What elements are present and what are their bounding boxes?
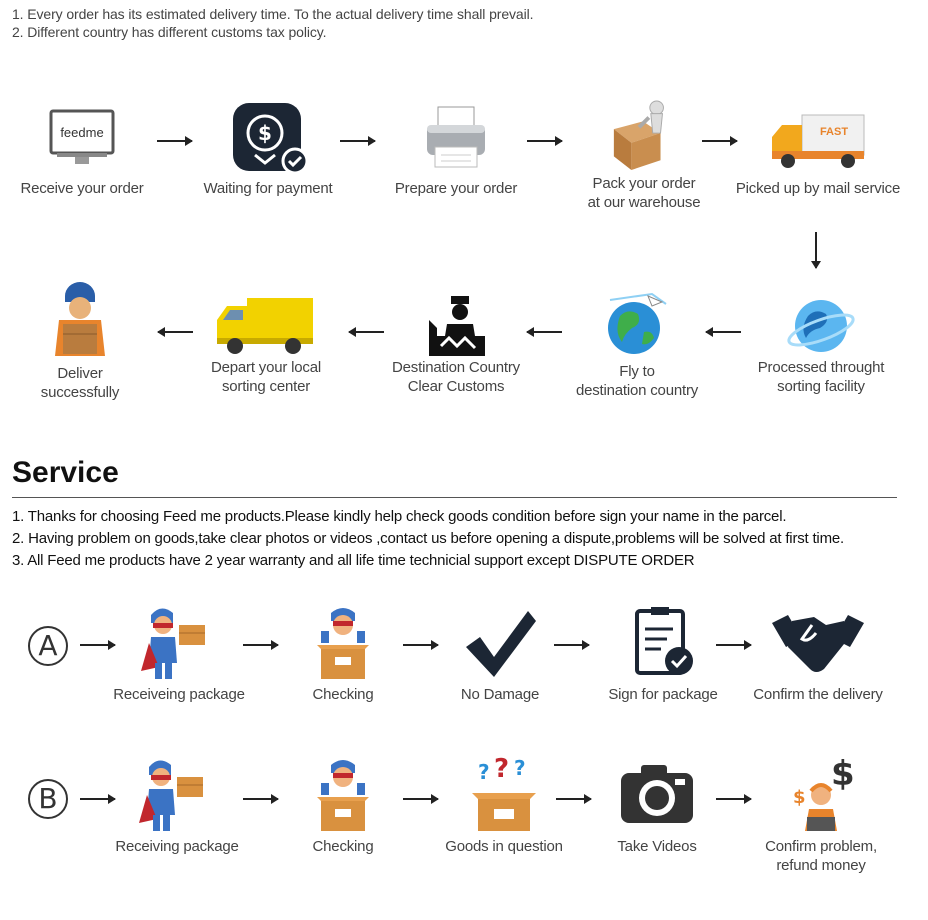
step-label: Fly to destination country: [575, 363, 699, 399]
service-line-1: 1. Thanks for choosing Feed me products.Please kindly help check goods condition before sign your name in the parcel.: [12, 508, 787, 525]
payment-check-icon: [223, 103, 313, 173]
step-label: Pack your order at our warehouse: [587, 175, 701, 211]
flow-b-receiving-package: [92, 755, 262, 856]
step-fly-destination: [542, 286, 732, 400]
svg-text:FAST: FAST: [819, 126, 849, 138]
hero-package-icon: [137, 755, 217, 833]
step-label: Waiting for payment: [203, 180, 333, 197]
step-label: Checking: [312, 686, 374, 703]
flow-b-checking: [258, 755, 428, 856]
flow-a-marker: A: [28, 626, 68, 666]
globe-sphere-icon: [776, 290, 866, 360]
svg-text:feedme: feedme: [60, 125, 104, 140]
globe-plane-icon: [592, 286, 682, 360]
step-label: Sign for package: [608, 686, 718, 703]
step-deliver-successfully: [0, 282, 175, 402]
step-label: Confirm problem, refund money: [765, 838, 877, 874]
flow-b-take-videos: [572, 755, 742, 856]
arrow-down: [815, 232, 817, 268]
step-label: Receive your order: [20, 180, 144, 197]
step-label: Goods in question: [445, 838, 563, 855]
step-receive-order: [0, 103, 177, 198]
step-pack-order: [549, 100, 739, 212]
step-clear-customs: [361, 290, 551, 396]
warehouse-box-icon: [599, 100, 689, 170]
svg-text:?: ?: [514, 756, 526, 780]
hero-package-icon: [139, 603, 219, 681]
step-label: Picked up by mail service: [735, 180, 901, 197]
hero-box-check-icon: [303, 755, 383, 833]
step-label: Take Videos: [617, 838, 697, 855]
svg-text:?: ?: [478, 760, 490, 784]
customs-officer-icon: [411, 290, 501, 360]
box-question-icon: [464, 755, 544, 833]
step-label: Receiving package: [115, 838, 239, 855]
fast-truck-icon: [768, 103, 868, 173]
flow-a-receiving-package: [94, 603, 264, 704]
step-label: No Damage: [460, 686, 540, 703]
service-title: Service: [12, 456, 119, 489]
svg-text:$: $: [793, 787, 806, 808]
flow-b-marker: B: [28, 779, 68, 819]
service-line-3: 3. All Feed me products have 2 year warranty and all life time technicial support except DISPUTE ORDER: [12, 552, 695, 569]
step-picked-up: [723, 103, 913, 198]
yellow-van-icon: [211, 290, 321, 360]
note-customs-tax: 2. Different country has different customs tax policy.: [12, 24, 327, 40]
note-estimated-delivery: 1. Every order has its estimated delivery time. To the actual delivery time shall prevail.: [12, 6, 534, 22]
svg-text:$: $: [831, 755, 855, 794]
flow-a-no-damage: [415, 603, 585, 704]
step-waiting-payment: [173, 103, 363, 198]
courier-icon: [35, 282, 125, 358]
step-label: Confirm the delivery: [753, 686, 883, 703]
step-label: Receiveing package: [113, 686, 245, 703]
printer-icon: [411, 103, 501, 173]
step-label: Processed throught sorting facility: [757, 359, 885, 395]
step-label: Checking: [312, 838, 374, 855]
flow-a-checking: [258, 603, 428, 704]
service-line-2: 2. Having problem on goods,take clear photos or videos ,contact us before opening a dispute,problems will be solved at first time.: [12, 530, 844, 547]
step-label: Prepare your order: [394, 180, 518, 197]
svg-text:$: $: [258, 121, 272, 145]
step-label: Deliver successfully: [40, 365, 120, 401]
camera-icon: [617, 755, 697, 833]
monitor-feedme-icon: [37, 103, 127, 173]
support-refund-icon: [781, 755, 861, 833]
svg-text:?: ?: [494, 755, 510, 784]
flow-a-sign-package: [578, 603, 748, 704]
flow-b-goods-question: [419, 755, 589, 856]
flow-a-confirm-delivery: [733, 603, 903, 704]
hero-box-check-icon: [303, 603, 383, 681]
step-label: Destination Country Clear Customs: [392, 359, 520, 395]
service-divider: [12, 497, 897, 498]
flow-b-confirm-refund: [736, 755, 906, 875]
handshake-icon: [768, 603, 868, 681]
step-prepare-order: [361, 103, 551, 198]
step-label: Depart your local sorting center: [211, 359, 321, 395]
step-depart-local: [171, 290, 361, 396]
checkmark-icon: [460, 603, 540, 681]
step-processed-sorting: [726, 290, 916, 396]
clipboard-sign-icon: [623, 603, 703, 681]
